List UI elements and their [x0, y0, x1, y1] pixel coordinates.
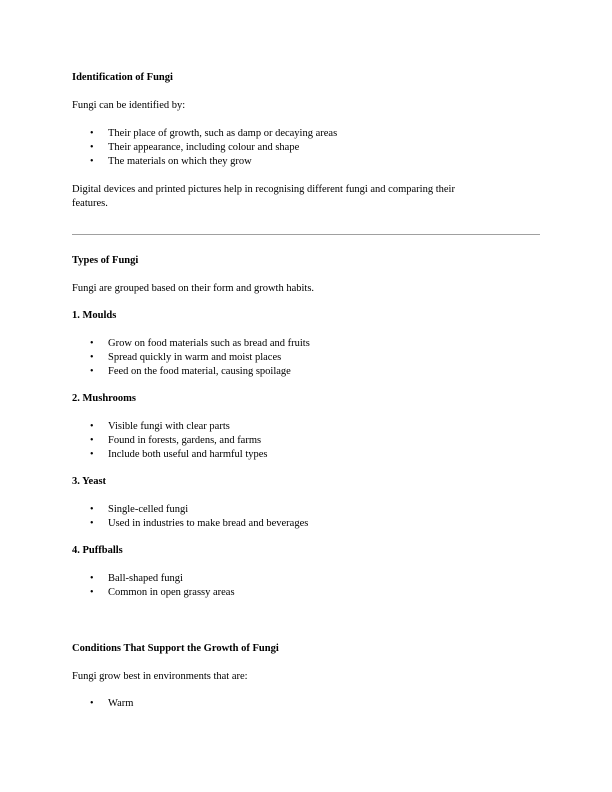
bullet-marker: • [90, 128, 94, 139]
bullet-marker: • [90, 449, 94, 460]
list-item: Grow on food materials such as bread and fruits [108, 338, 310, 349]
subheading-mushrooms: 2. Mushrooms [72, 393, 136, 404]
section-heading-identification: Identification of Fungi [72, 72, 173, 83]
bullet-marker: • [90, 421, 94, 432]
horizontal-divider [72, 234, 540, 235]
section-intro: Fungi grow best in environments that are: [72, 671, 248, 682]
list-item: Spread quickly in warm and moist places [108, 352, 282, 363]
subheading-moulds: 1. Moulds [72, 310, 117, 321]
bullet-marker: • [90, 698, 94, 709]
bullet-marker: • [90, 338, 94, 349]
bullet-marker: • [90, 156, 94, 167]
subheading-yeast: 3. Yeast [72, 476, 107, 487]
bullet-marker: • [90, 352, 94, 363]
list-item: Common in open grassy areas [108, 587, 235, 598]
bullet-marker: • [90, 587, 94, 598]
bullet-marker: • [90, 504, 94, 515]
list-item: Single-celled fungi [108, 504, 189, 515]
bullet-marker: • [90, 435, 94, 446]
list-item: Ball-shaped fungi [108, 573, 183, 584]
list-item: Used in industries to make bread and beverages [108, 518, 309, 529]
subheading-puffballs: 4. Puffballs [72, 545, 123, 556]
section-intro: Fungi are grouped based on their form and growth habits. [72, 283, 315, 294]
list-item: Their place of growth, such as damp or decaying areas [108, 128, 338, 139]
paragraph-line: Digital devices and printed pictures help in recognising different fungi and comparing their [72, 184, 455, 195]
bullet-marker: • [90, 366, 94, 377]
section-heading-conditions: Conditions That Support the Growth of Fungi [72, 643, 279, 654]
list-item: Warm [108, 698, 134, 709]
list-item: Found in forests, gardens, and farms [108, 435, 262, 446]
list-item: Include both useful and harmful types [108, 449, 268, 460]
bullet-marker: • [90, 518, 94, 529]
paragraph-line: features. [72, 198, 108, 209]
list-item: The materials on which they grow [108, 156, 252, 167]
bullet-marker: • [90, 142, 94, 153]
list-item: Feed on the food material, causing spoilage [108, 366, 291, 377]
list-item: Visible fungi with clear parts [108, 421, 230, 432]
bullet-marker: • [90, 573, 94, 584]
list-item: Their appearance, including colour and shape [108, 142, 300, 153]
section-heading-types: Types of Fungi [72, 255, 139, 266]
section-intro: Fungi can be identified by: [72, 100, 186, 111]
